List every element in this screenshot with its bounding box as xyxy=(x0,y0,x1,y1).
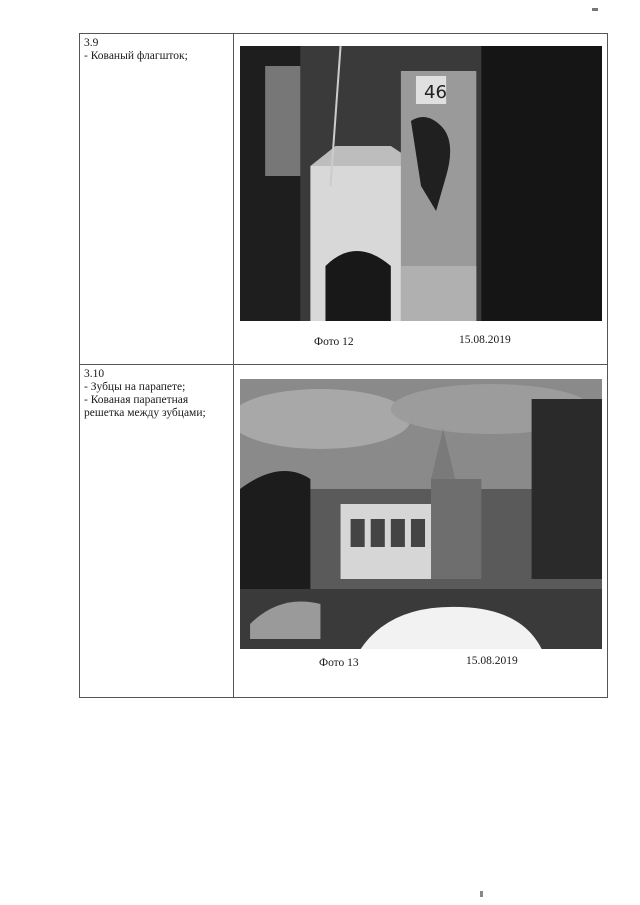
item-description: - Кованая парапетная решетка между зубцами; xyxy=(84,394,206,419)
item-description: - Кованый флагшток; xyxy=(84,50,188,62)
table-row xyxy=(80,34,608,365)
item-number: 3.10 xyxy=(84,368,105,380)
scan-speck xyxy=(480,891,483,897)
photo-label: Фото 12 xyxy=(314,336,354,348)
item-number: 3.9 xyxy=(84,37,99,49)
description-cell xyxy=(80,365,234,698)
photo-cell xyxy=(234,34,608,365)
photo-cell xyxy=(234,365,608,698)
facade-photo xyxy=(240,379,602,649)
scan-speck xyxy=(592,8,598,11)
photo-date: 15.08.2019 xyxy=(459,334,511,346)
table-row xyxy=(80,365,608,698)
description-cell xyxy=(80,34,234,365)
svg-text:46: 46 xyxy=(424,82,448,103)
item-description: - Зубцы на парапете; xyxy=(84,381,186,393)
photo-date: 15.08.2019 xyxy=(466,655,518,667)
photo-wrought-iron-flagpole-icon xyxy=(240,46,602,321)
flagpole-photo xyxy=(240,46,602,321)
photo-building-facade-icon xyxy=(240,379,602,649)
inspection-table xyxy=(79,33,608,698)
photo-label: Фото 13 xyxy=(319,657,359,669)
